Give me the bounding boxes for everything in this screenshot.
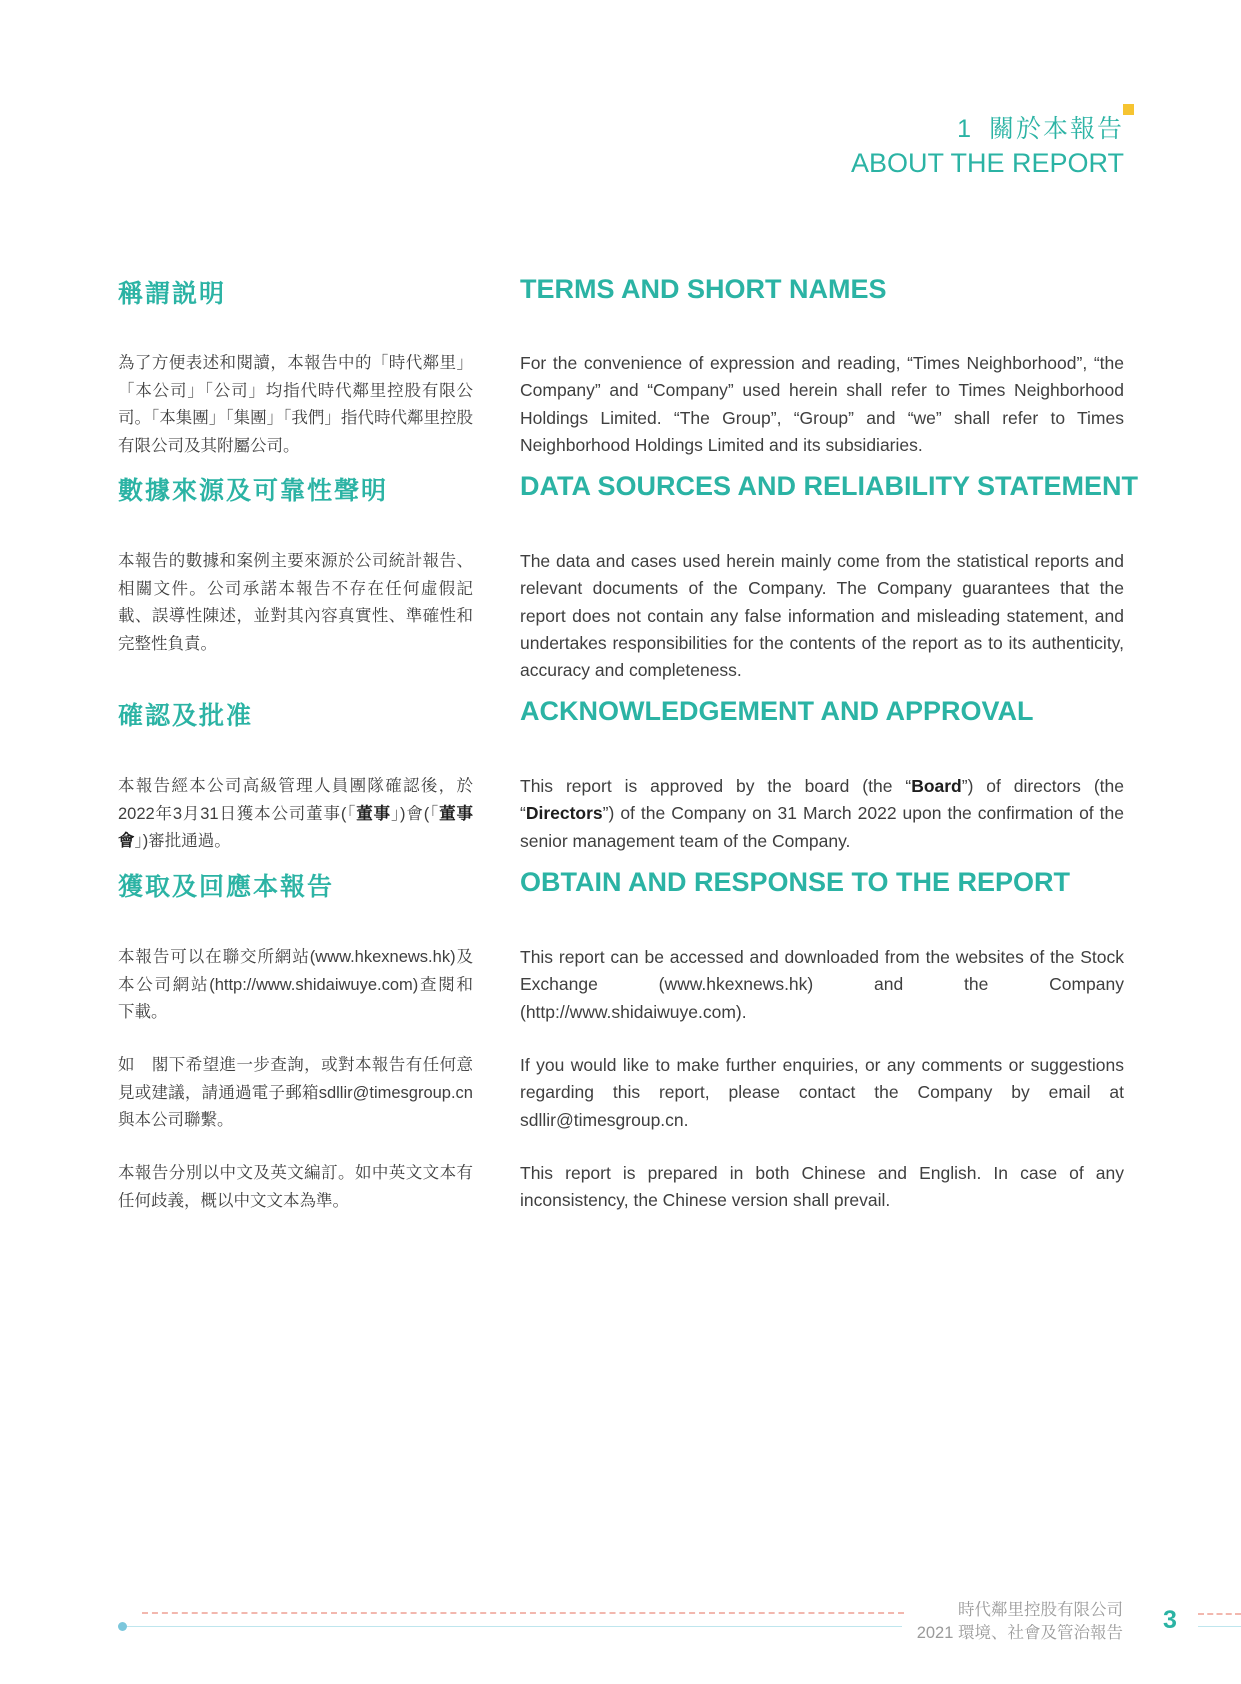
defined-term-board-zh: 董事會 [118,804,473,850]
footer-report-name: 2021 環境、社會及管治報告 [916,1624,1123,1642]
section-title-zh: 1 關於本報告 [957,115,1124,143]
defined-term-directors-en: Directors [525,803,603,824]
footer-company-name: 時代鄰里控股有限公司 [958,1601,1123,1619]
footer-rule-right [1198,1626,1241,1627]
footer-dashed-rule [142,1612,904,1614]
paragraph-approval-zh: 本報告經本公司高級管理人員團隊確認後，於2022年3月31日獲本公司董事(「董事」)會(「董事會」)審批通過。 [118,777,473,850]
paragraph-data-sources-en: The data and cases used herein mainly come from the statistical reports and relevant documents of the Company. The Company guarantees that the report does not contain any false information and misleading statement, and undertakes responsibilities for the contents of the report as to its authenticity, accuracy and completeness. [520,551,1124,681]
paragraph-data-sources-zh: 本報告的數據和案例主要來源於公司統計報告、相關文件。公司承諾本報告不存在任何虛假記載、誤導性陳述，並對其內容真實性、準確性和完整性負責。 [118,552,473,653]
heading-terms-zh: 稱謂説明 [118,280,227,308]
section-number: 1 [957,115,973,143]
paragraph-terms-en: For the convenience of expression and reading, “Times Neighborhood”, “the Company” and “Company” used herein shall refer to Times Neighborhood Holdings Limited. “The Group”, “Group” and “we” shall refer to Times Neighborhood Holdings Limited and its subsidiaries. [520,353,1124,455]
page-number: 3 [1163,1606,1177,1634]
paragraph-obtain-2-en: If you would like to make further enquiries, or any comments or suggestions regarding this report, please contact the Company by email at sdllir@timesgroup.cn. [520,1055,1124,1130]
footer-dashed-rule-right [1198,1613,1241,1615]
heading-approval-en: ACKNOWLEDGEMENT AND APPROVAL [520,696,1034,726]
heading-obtain-zh: 獲取及回應本報告 [118,873,335,901]
footer-report-info [917,1599,1123,1645]
footer-dot [118,1622,127,1631]
paragraph-obtain-1-en: This report can be accessed and downloaded from the websites of the Stock Exchange (www.hkexnews.hk) and the Company (http://www.shidaiwuye.com). [520,947,1124,1022]
section-title-en: ABOUT THE REPORT [850,148,1124,178]
defined-term-directors-zh: 董事 [356,804,391,823]
paragraph-terms-zh: 為了方便表述和閱讀，本報告中的「時代鄰里」「本公司」「公司」均指代時代鄰里控股有限公司。「本集團」「集團」「我們」指代時代鄰里控股有限公司及其附屬公司。 [118,354,473,455]
page-header [851,112,1124,180]
heading-data-sources-zh: 數據來源及可靠性聲明 [118,477,389,505]
accent-square [1123,104,1134,115]
paragraph-obtain-1-zh: 本報告可以在聯交所網站(www.hkexnews.hk)及本公司網站(http://www.shidaiwuye.com)查閱和下載。 [118,948,473,1021]
heading-terms-en: TERMS AND SHORT NAMES [520,274,887,304]
heading-approval-zh: 確認及批准 [118,702,254,730]
paragraph-obtain-2-zh: 如 閣下希望進一步查詢，或對本報告有任何意見或建議，請通過電子郵箱sdllir@timesgroup.cn與本公司聯繫。 [118,1056,473,1129]
defined-term-board-en: Board [911,776,962,796]
paragraph-obtain-3-en: This report is prepared in both Chinese and English. In case of any inconsistency, the Chinese version shall prevail. [520,1163,1124,1211]
paragraph-approval-en: This report is approved by the board (the “Board”) of directors (the “Directors”) of the Company on 31 March 2022 upon the confirmation of the senior management team of the Company. [520,776,1124,851]
heading-obtain-en: OBTAIN AND RESPONSE TO THE REPORT [520,867,1071,897]
footer-rule [122,1626,902,1627]
paragraph-obtain-3-zh: 本報告分別以中文及英文編訂。如中英文文本有任何歧義，概以中文文本為準。 [118,1164,473,1210]
heading-data-sources-en: DATA SOURCES AND RELIABILITY STATEMENT [520,471,1138,501]
